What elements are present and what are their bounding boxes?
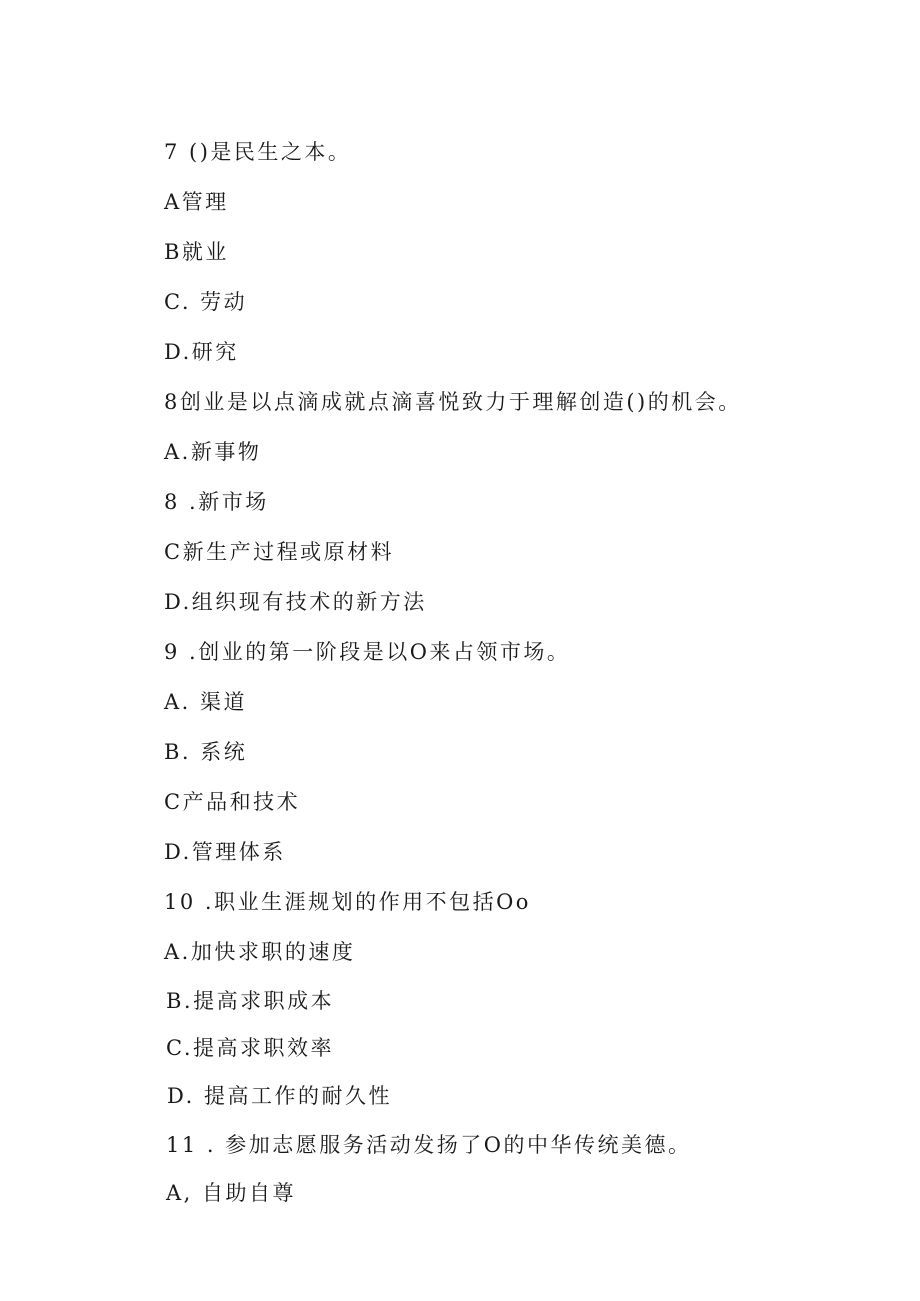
question-10-option-c: C.提高求职效率 [166, 1036, 334, 1060]
question-7-option-b: B就业 [164, 240, 229, 264]
question-9-option-c: C产品和技术 [164, 790, 301, 814]
question-7-option-d: D.研究 [164, 340, 239, 364]
question-10-option-a: A.加快求职的速度 [164, 940, 356, 964]
question-7-option-a: A管理 [164, 190, 229, 214]
question-8-option-b: 8 .新市场 [164, 490, 269, 514]
question-8-option-a: A.新事物 [164, 440, 262, 464]
question-9-option-a: A. 渠道 [164, 690, 248, 714]
question-10-option-b: B.提高求职成本 [166, 989, 335, 1013]
question-10-stem: 10 .职业生涯规划的作用不包括Oo [164, 890, 531, 914]
question-7-stem: 7 ()是民生之本。 [164, 140, 352, 164]
question-8-stem: 8创业是以点滴成就点滴喜悦致力于理解创造()的机会。 [164, 390, 742, 414]
question-9-stem: 9 .创业的第一阶段是以O来占领市场。 [164, 640, 571, 664]
question-11-stem: 11 . 参加志愿服务活动发扬了O的中华传统美德。 [166, 1133, 692, 1157]
question-7-option-c: C. 劳动 [164, 290, 248, 314]
question-8-option-c: C新生产过程或原材料 [164, 540, 395, 564]
question-9-option-d: D.管理体系 [164, 840, 286, 864]
question-10-option-d: D. 提高工作的耐久性 [167, 1084, 392, 1108]
question-8-option-d: D.组织现有技术的新方法 [164, 590, 427, 614]
question-11-option-a: A, 自助自尊 [166, 1181, 297, 1205]
question-9-option-b: B. 系统 [164, 740, 248, 764]
